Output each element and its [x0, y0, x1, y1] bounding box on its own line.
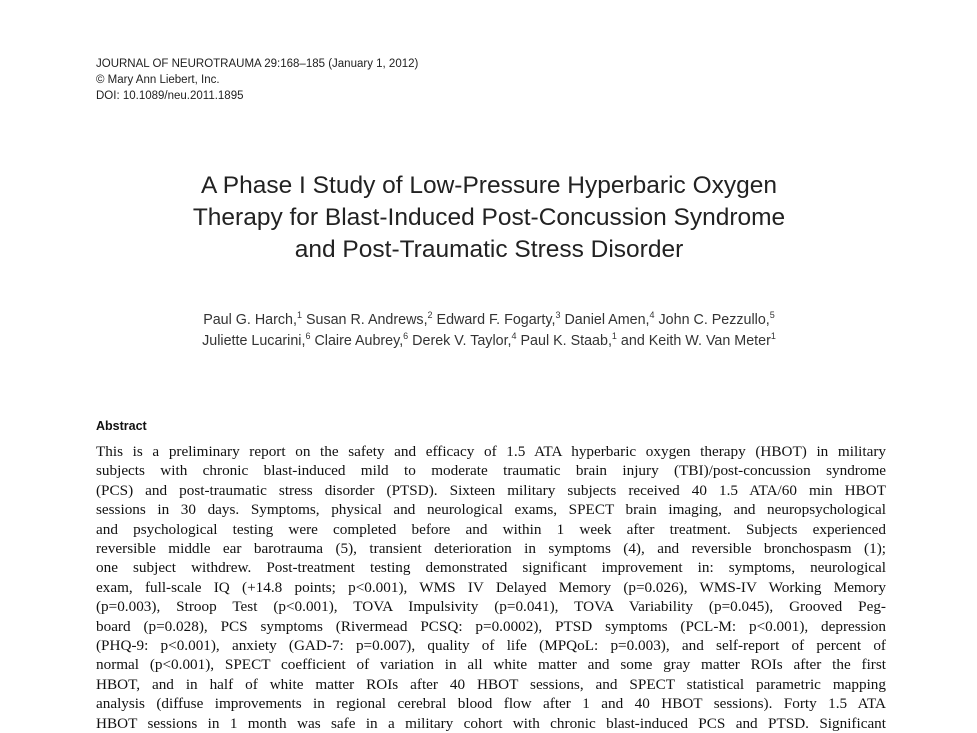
affiliation-marker: 5 — [769, 310, 775, 320]
abstract-heading: Abstract — [96, 419, 147, 433]
abstract-line: and psychological testing were completed before and within 1 week after treatment. Subjects experienced — [96, 520, 886, 538]
abstract-line: sessions in 30 days. Symptoms, physical and neurological exams, SPECT brain imaging, and neuropsychological — [96, 501, 886, 519]
journal-citation: JOURNAL OF NEUROTRAUMA 29:168–185 (January 1, 2012) — [96, 58, 419, 70]
affiliation-marker: 4 — [511, 331, 517, 341]
author: Edward F. Fogarty,$^3$ — [436, 310, 561, 328]
doi-line: DOI: 10.1089/neu.2011.1895 — [96, 90, 244, 102]
affiliation-marker: 1 — [611, 331, 617, 341]
affiliation-marker: 1 — [770, 331, 776, 341]
abstract-line: one subject withdrew. Post-treatment testing demonstrated significant improvement in: symptoms, neurological — [96, 559, 886, 577]
author: Juliette Lucarini,$^6$ — [202, 331, 311, 349]
abstract-line: board (p=0.028), PCS symptoms (Rivermead PCSQ: p=0.0002), PTSD symptoms (PCL-M: p<0.001), depression — [96, 617, 886, 635]
abstract-line: (PCS) and post-traumatic stress disorder (PTSD). Sixteen military subjects received 40 1.5 ATA/60 min HBOT — [96, 481, 886, 499]
affiliation-marker: 6 — [305, 331, 311, 341]
title-line: A Phase I Study of Low-Pressure Hyperbaric Oxygen — [200, 172, 778, 199]
affiliation-marker: 6 — [403, 331, 409, 341]
author: Daniel Amen,$^4$ — [564, 310, 655, 328]
title-line: and Post-Traumatic Stress Disorder — [294, 236, 684, 263]
affiliation-marker: 4 — [649, 310, 655, 320]
author: Susan R. Andrews,$^2$ — [305, 310, 433, 328]
copyright-line: © Mary Ann Liebert, Inc. — [96, 74, 220, 86]
author: Claire Aubrey,$^6$ — [314, 331, 409, 349]
journal-header — [96, 56, 418, 104]
abstract-text — [96, 442, 886, 733]
abstract-line: normal (p<0.001), SPECT coefficient of variation in all white matter and some gray matter ROIs after the first — [96, 656, 886, 674]
abstract-line: exam, full-scale IQ (+14.8 points; p<0.001), WMS IV Delayed Memory (p=0.026), WMS-IV Working Memory — [96, 578, 886, 596]
abstract-line: analysis (diffuse improvements in regional cerebral blood flow after 1 and 40 HBOT sessions). Forty 1.5 ATA — [96, 695, 886, 713]
abstract-line: (PHQ-9: p<0.001), anxiety (GAD-7: p=0.007), quality of life (MPQoL: p=0.003), and self-report of percent of — [96, 637, 886, 655]
author-list — [96, 310, 882, 352]
author-line — [96, 331, 882, 352]
title-line: Therapy for Blast-Induced Post-Concussion Syndrome — [192, 204, 786, 231]
author-line — [96, 310, 882, 331]
abstract-line: HBOT sessions in 1 month was safe in a military cohort with chronic blast-induced PCS and PTSD. Significant — [96, 714, 886, 732]
author: Paul G. Harch,$^1$ — [203, 310, 302, 328]
author: John C. Pezzullo,$^5$ — [658, 310, 775, 328]
author: Paul K. Staab,$^1$ — [520, 331, 617, 349]
affiliation-marker: 2 — [427, 310, 433, 320]
affiliation-marker: 3 — [555, 310, 561, 320]
abstract-line: (p=0.003), Stroop Test (p<0.001), TOVA Impulsivity (p=0.041), TOVA Variability (p=0.045), Grooved Peg- — [96, 598, 886, 616]
abstract-line: subjects with chronic blast-induced mild to moderate traumatic brain injury (TBI)/post-concussion syndrome — [96, 462, 886, 480]
abstract-line: This is a preliminary report on the safety and efficacy of 1.5 ATA hyperbaric oxygen therapy (HBOT) in military — [96, 443, 886, 460]
paper-title — [96, 170, 882, 266]
affiliation-marker: 1 — [296, 310, 302, 320]
abstract-line: reversible middle ear barotrauma (5), transient deterioration in symptoms (4), and reversible bronchospasm (1); — [96, 540, 886, 558]
abstract-line: HBOT, and in half of white matter ROIs after 40 HBOT sessions, and SPECT statistical parametric mapping — [96, 675, 886, 693]
author: and Keith W. Van Meter$^1$ — [620, 331, 776, 349]
author: Derek V. Taylor,$^4$ — [412, 331, 517, 349]
